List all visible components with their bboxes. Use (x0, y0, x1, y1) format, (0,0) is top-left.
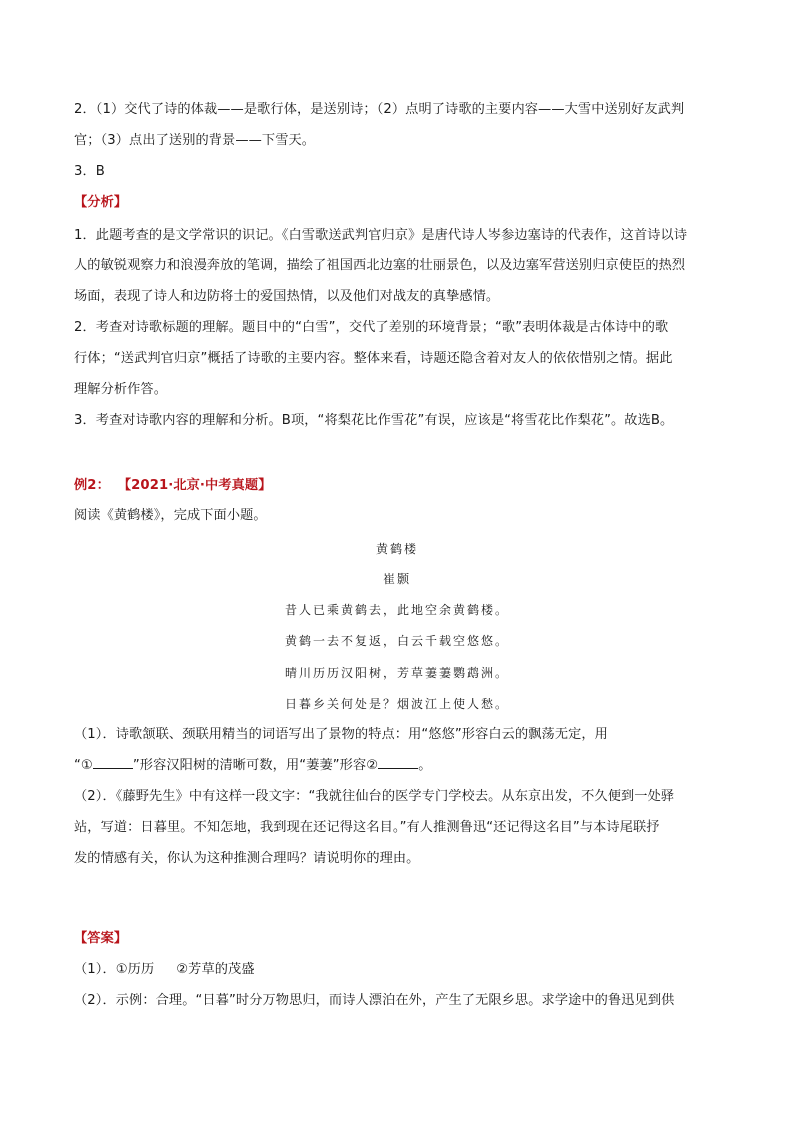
answer-1-second: ②芳草的茂盛 (176, 962, 255, 977)
analysis-line-7: 3．考查对诗歌内容的理解和分析。B项，“将梨花比作雪花”有误，应该是“将雪花比作梨花”。故选B。 (74, 413, 674, 428)
q1-text-pre: “① (74, 758, 93, 773)
q1-text-end: 。 (418, 758, 432, 773)
poem-line: 昔人已乘黄鹤去，此地空余黄鹤楼。 (284, 603, 509, 617)
poem-line: 晴川历历汉阳树，芳草萋萋鹦鹉洲。 (284, 666, 509, 680)
analysis-line-1: 1．此题考查的是文学常识的识记。《白雪歌送武判官归京》是唐代诗人岑参边塞诗的代表作，这首诗以诗 (74, 228, 688, 243)
answer-line-3: 3．B (74, 164, 105, 179)
q1-text-mid: ”形容汉阳树的清晰可数，用“萋萋”形容② (132, 758, 379, 773)
answer-heading: 【答案】 (74, 931, 128, 946)
question-1-line-b (74, 756, 431, 776)
poem-title: 黄鹤楼 (375, 542, 418, 556)
poem-author: 崔颢 (382, 572, 411, 586)
answer-line-2b: 官；（3）点出了送别的背景——下雪天。 (74, 133, 316, 148)
example-label: 例2： (74, 478, 110, 493)
question-1-line-a: （1）．诗歌颔联、颈联用精当的词语写出了景物的特点：用“悠悠”形容白云的飘荡无定，用 (74, 727, 608, 742)
poem-line: 黄鹤一去不复返，白云千载空悠悠。 (284, 634, 509, 648)
question-2-line-a: （2）．《藤野先生》中有这样一段文字：“我就往仙台的医学专门学校去。从东京出发，不久便到一处驿 (74, 789, 675, 804)
fill-blank-2 (378, 756, 418, 769)
answer-2: （2）．示例：合理。“日暮”时分万物思归，而诗人漂泊在外，产生了无限乡思。求学途中的鲁迅见到供 (74, 993, 675, 1008)
example-heading (74, 476, 271, 496)
answer-1-first: （1）．①历历 (74, 962, 155, 977)
example-source: 【2021·北京·中考真题】 (117, 478, 272, 493)
answer-1 (74, 960, 255, 980)
analysis-line-3: 场面，表现了诗人和边防将士的爱国热情，以及他们对战友的真挚感情。 (74, 289, 500, 304)
question-2-line-b: 站，写道：日暮里。不知怎地，我到现在还记得这名目。”有人推测鲁迅“还记得这名目”与本诗尾联抒 (74, 820, 660, 835)
analysis-line-4: 2．考查对诗歌标题的理解。题目中的“白雪”，交代了差别的环境背景；“歌”表明体裁是古体诗中的歌 (74, 320, 669, 335)
fill-blank-1 (93, 756, 133, 769)
poem-line: 日暮乡关何处是？烟波江上使人愁。 (284, 697, 509, 711)
analysis-line-5: 行体；“送武判官归京”概括了诗歌的主要内容。整体来看，诗题还隐含着对友人的依依惜别之情。据此 (74, 351, 673, 366)
answer-line-2a: 2．（1）交代了诗的体裁——是歌行体，是送别诗；（2）点明了诗歌的主要内容——大雪中送别好友武判 (74, 102, 685, 117)
analysis-heading: 【分析】 (74, 195, 128, 210)
question-2-line-c: 发的情感有关，你认为这种推测合理吗？请说明你的理由。 (74, 851, 420, 866)
analysis-line-2: 人的敏锐观察力和浪漫奔放的笔调，描绘了祖国西北边塞的壮丽景色，以及边塞军营送别归京使臣的热烈 (74, 258, 686, 273)
example-instruction: 阅读《黄鹤楼》，完成下面小题。 (74, 508, 267, 523)
analysis-line-6: 理解分析作答。 (74, 382, 168, 397)
